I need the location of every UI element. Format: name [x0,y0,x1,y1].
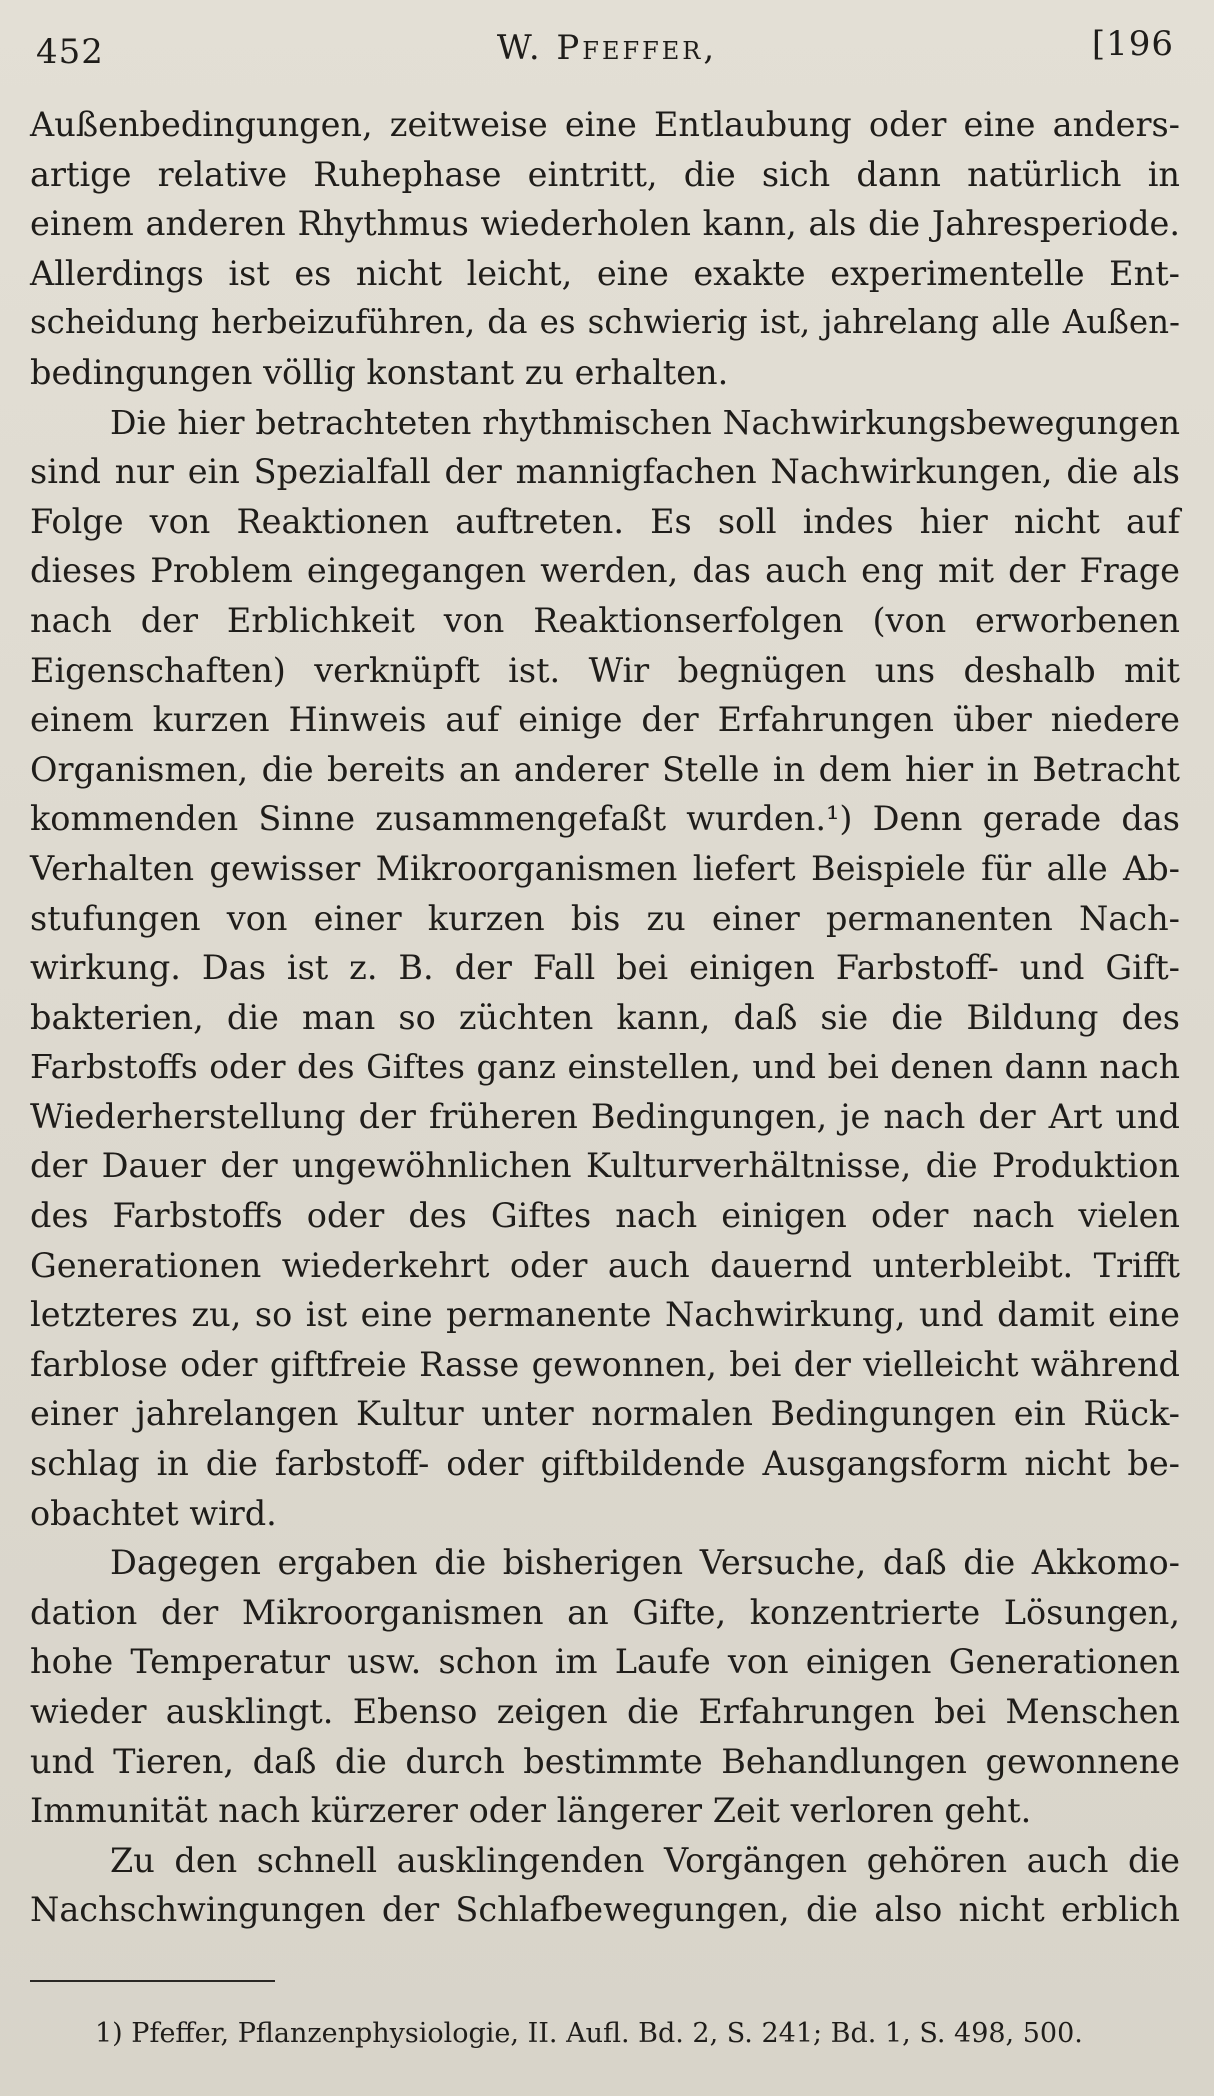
text-line: der Dauer der ungewöhnlichen Kulturverhältnisse, die Produktion [30,1146,1180,1186]
text-line: dation der Mikroorganismen an Gifte, konzentrierte Lösungen, [30,1592,1180,1632]
text-line: Folge von Reaktionen auftreten. Es soll indes hier nicht auf [30,501,1180,541]
running-head-author: W. Pfeffer, [496,28,718,68]
text-line: Zu den schnell ausklingenden Vorgängen gehören auch die [110,1840,1180,1880]
text-line: wirkung. Das ist z. B. der Fall bei einigen Farbstoff- und Gift- [30,948,1180,988]
text-line: scheidung herbeizuführen, da es schwierig ist, jahrelang alle Außen- [30,303,1180,342]
text-line: artige relative Ruhephase eintritt, die sich dann natürlich in [30,154,1180,194]
text-line: nach der Erblichkeit von Reaktionserfolgen (von erworbenen [30,600,1180,640]
text-line: letzteres zu, so ist eine permanente Nachwirkung, und damit eine [30,1295,1180,1335]
text-line: kommenden Sinne zusammengefaßt wurden.¹) Denn gerade das [30,799,1180,839]
text-line: Die hier betrachteten rhythmischen Nachwirkungsbewegungen [110,402,1180,442]
text-line: obachtet wird. [30,1493,277,1533]
text-line: hohe Temperatur usw. schon im Laufe von einigen Generationen [30,1642,1180,1682]
footnote-rule [30,1980,275,1982]
page-number: 452 [36,32,104,72]
text-line: wieder ausklingt. Ebenso zeigen die Erfahrungen bei Menschen [30,1692,1180,1731]
text-line: Allerdings ist es nicht leicht, eine exakte experimentelle Ent- [30,253,1180,293]
text-line: Immunität nach kürzerer oder längerer Zeit verloren geht. [30,1791,1032,1831]
text-line: einer jahrelangen Kultur unter normalen Bedingungen ein Rück- [30,1394,1180,1434]
section-marker: [196 [1091,24,1174,64]
text-line: bakterien, die man so züchten kann, daß sie die Bildung des [30,997,1180,1037]
text-line: Außenbedingungen, zeitweise eine Entlaubung oder eine anders- [30,105,1180,144]
text-line: dieses Problem eingegangen werden, das auch eng mit der Frage [30,551,1180,591]
text-line: und Tieren, daß die durch bestimmte Behandlungen gewonnene [30,1741,1180,1781]
text-line: Nachschwingungen der Schlafbewegungen, die also nicht erblich [30,1890,1180,1930]
text-line: Dagegen ergaben die bisherigen Versuche, daß die Akkomo- [110,1543,1180,1583]
footnote: 1) Pfeffer, Pflanzenphysiologie, II. Aufl. Bd. 2, S. 241; Bd. 1, S. 498, 500. [95,2018,1083,2049]
text-line: Eigenschaften) verknüpft ist. Wir begnügen uns deshalb mit [30,650,1180,690]
text-line: farblose oder giftfreie Rasse gewonnen, bei der vielleicht während [30,1344,1180,1384]
text-line: bedingungen völlig konstant zu erhalten. [30,352,729,392]
text-line: sind nur ein Spezialfall der mannigfachen Nachwirkungen, die als [30,452,1180,492]
text-line: Generationen wiederkehrt oder auch dauernd unterbleibt. Trifft [30,1245,1180,1285]
text-line: einem kurzen Hinweis auf einige der Erfahrungen über niedere [30,700,1180,740]
running-header [30,22,1184,72]
text-line: schlag in die farbstoff- oder giftbildende Ausgangsform nicht be- [30,1444,1180,1484]
text-line: des Farbstoffs oder des Giftes nach einigen oder nach vielen [30,1196,1180,1236]
body-text [30,100,1180,1935]
text-line: Farbstoffs oder des Giftes ganz einstellen, und bei denen dann nach [30,1047,1180,1087]
text-line: Verhalten gewisser Mikroorganismen liefert Beispiele für alle Ab- [30,848,1180,888]
text-line: Wiederherstellung der früheren Bedingungen, je nach der Art und [30,1096,1180,1136]
text-line: Organismen, die bereits an anderer Stelle in dem hier in Betracht [30,749,1180,789]
text-line: einem anderen Rhythmus wiederholen kann, als die Jahresperiode. [30,204,1180,244]
text-line: stufungen von einer kurzen bis zu einer permanenten Nach- [30,898,1180,938]
